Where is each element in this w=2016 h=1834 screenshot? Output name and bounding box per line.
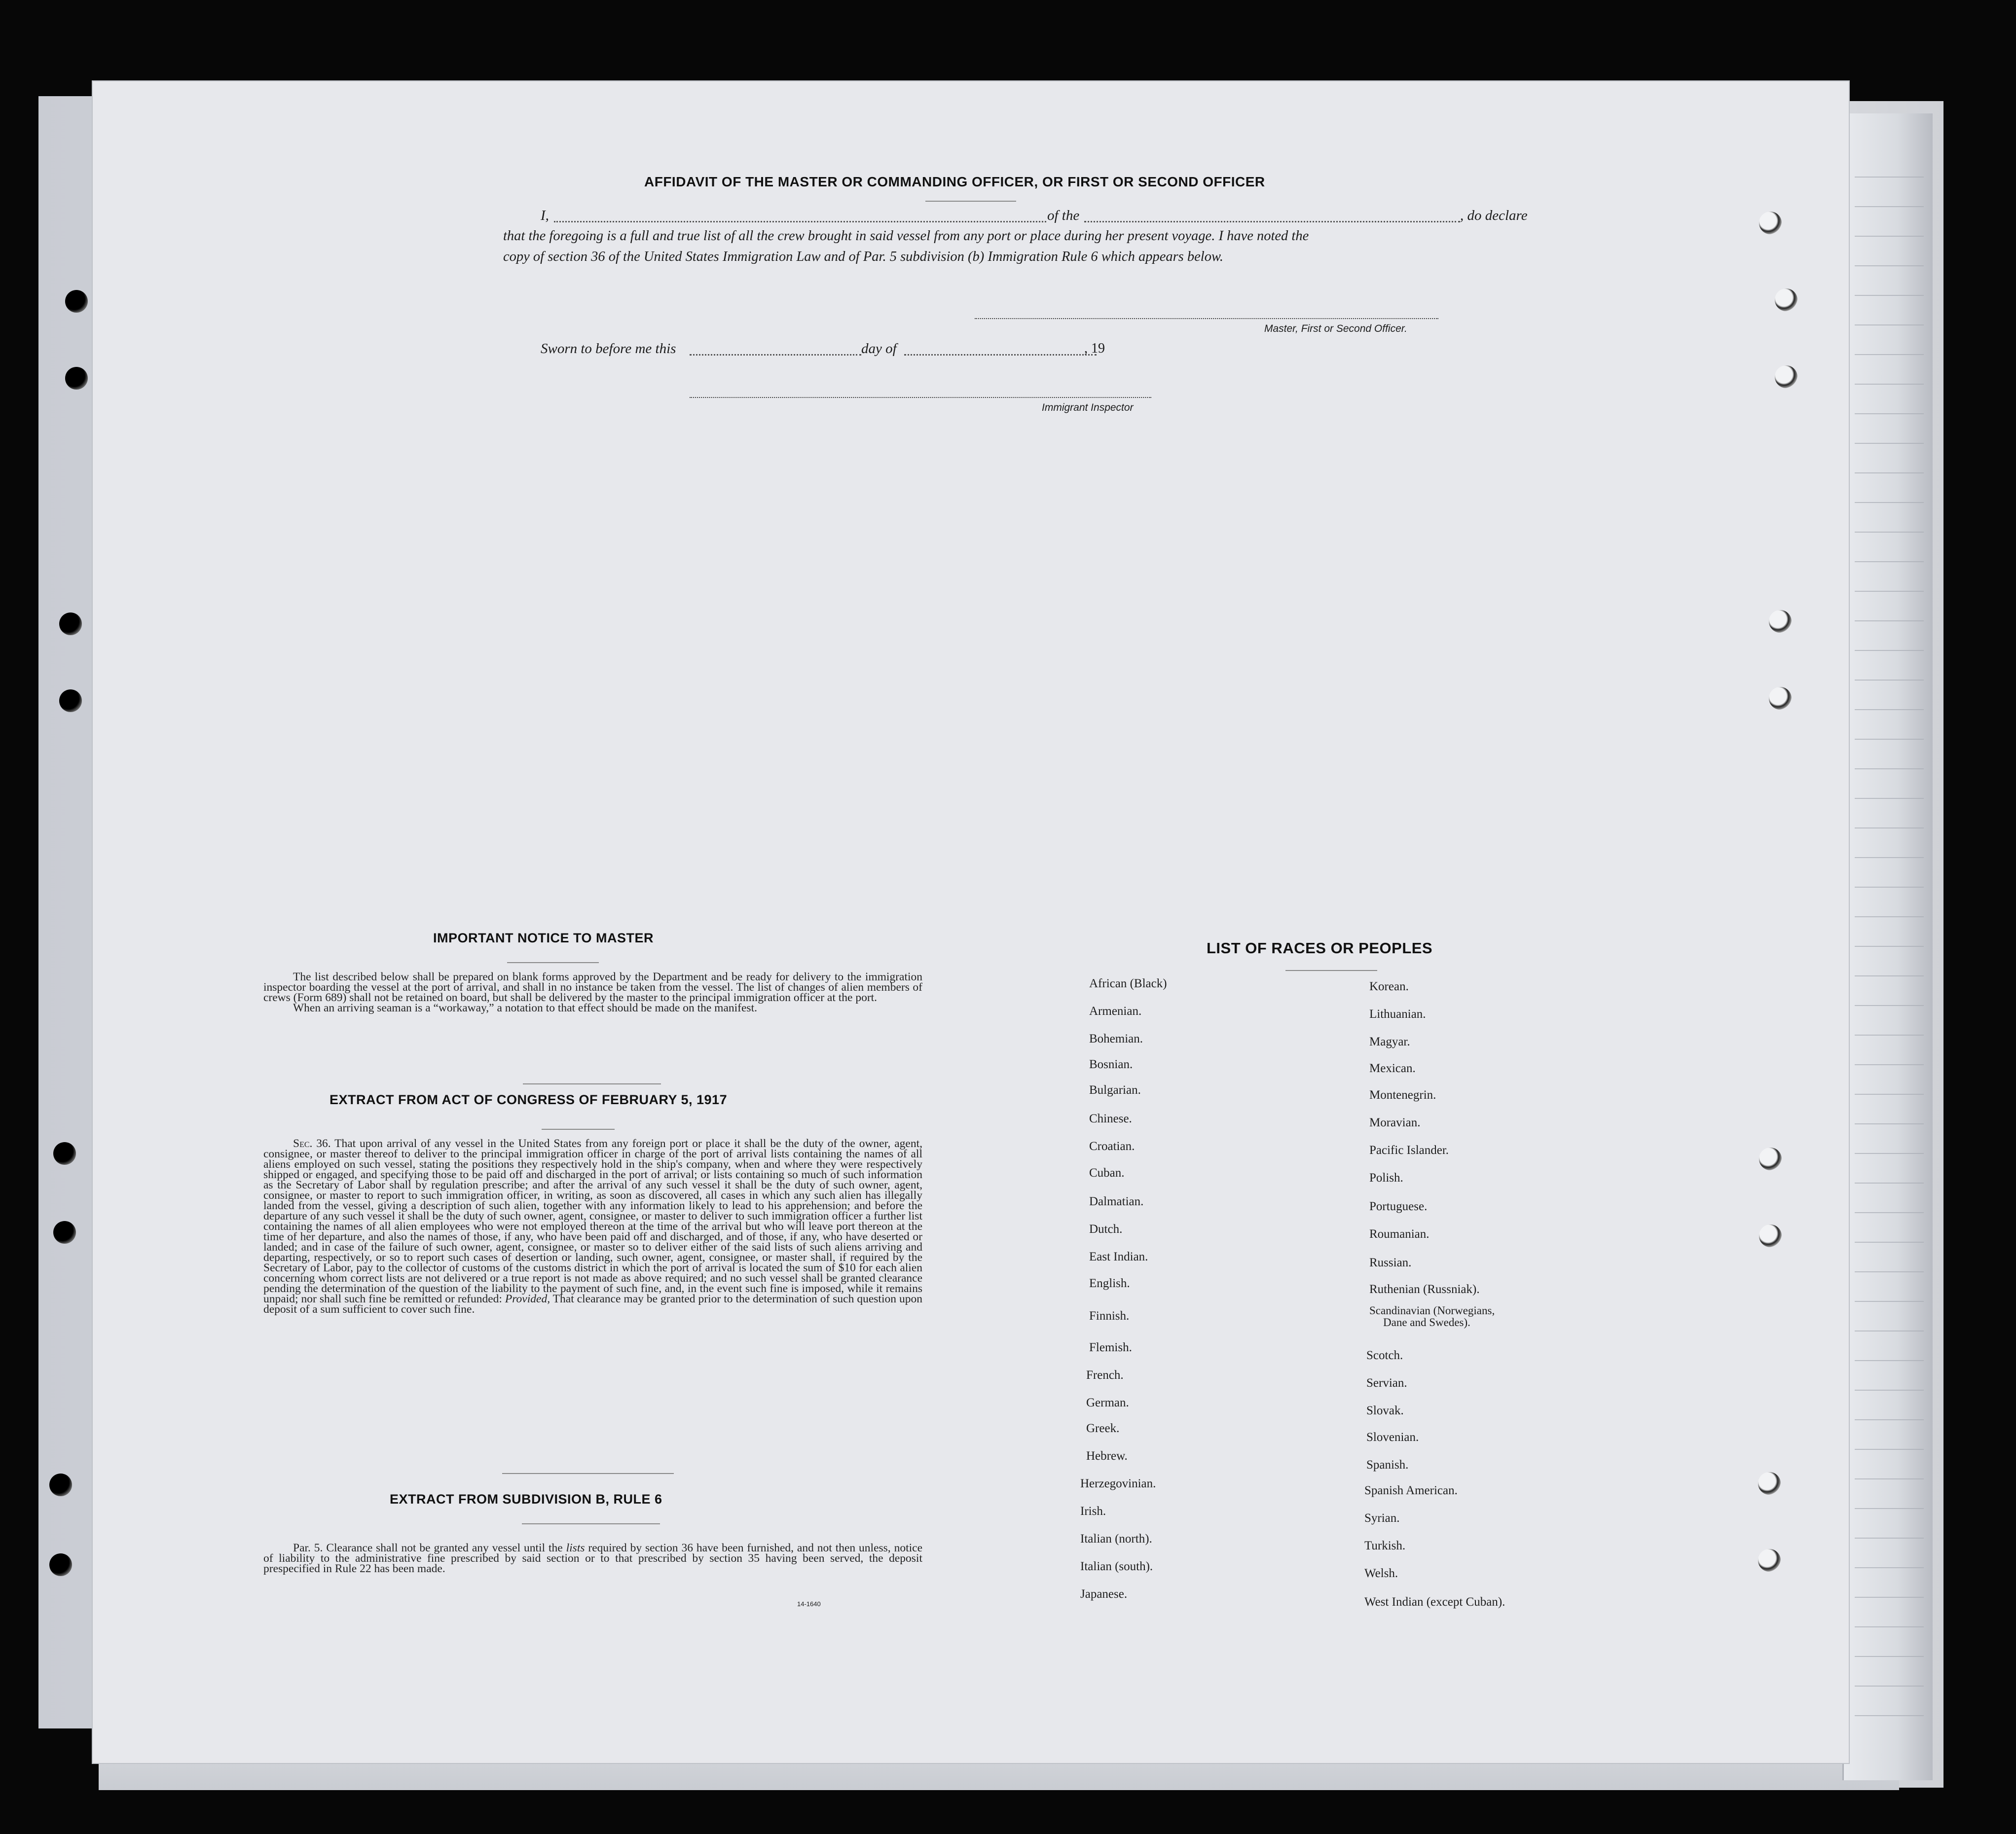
race-item: Russian. [1369,1256,1412,1269]
race-item: Bohemian. [1089,1032,1143,1045]
race-item: Dalmatian. [1089,1195,1144,1208]
race-item: Spanish American. [1364,1484,1458,1497]
sworn-month-blank [904,354,1097,356]
race-item: Hebrew. [1086,1449,1128,1463]
notice-text [263,972,922,1013]
punch-hole [53,1142,76,1165]
extract-act-text [263,1139,922,1315]
day-of-label: day of [861,341,897,357]
punch-hole [49,1474,72,1496]
race-item: Bulgarian. [1089,1083,1141,1097]
notice-paragraph-2: When an arriving seaman is a “workaway,” a notation to that effect should be made on the manifest. [293,1002,757,1014]
rule-text-a: Par. 5. Clearance shall not be granted any vessel until the [293,1542,566,1554]
punch-hole [1759,1224,1782,1247]
races-divider [1285,970,1377,971]
race-item: Italian (south). [1080,1560,1153,1573]
ledger-ruled-lines [1855,148,1924,1726]
race-item: Japanese. [1080,1587,1128,1601]
affidavit-title: AFFIDAVIT OF THE MASTER OR COMMANDING OFFICER, OR FIRST OR SECOND OFFICER [644,174,1265,189]
race-item: Scandinavian (Norwegians, [1369,1304,1495,1317]
section-36-end: That clearance may be granted prior to the determination of such question upon deposit of a sum sufficient to cover such fine. [263,1293,922,1316]
race-item: Lithuanian. [1369,1007,1426,1021]
name-blank [554,221,1046,222]
punch-hole [59,689,82,712]
sworn-label: Sworn to before me this [541,341,676,357]
race-item: Slovak. [1366,1404,1404,1417]
extract-rule-divider [522,1523,660,1524]
race-item: Dutch. [1089,1223,1123,1236]
punch-hole [1775,288,1797,311]
punch-hole [59,612,82,635]
extract-act-title: EXTRACT FROM ACT OF CONGRESS OF FEBRUARY 5, 1917 [330,1092,728,1107]
extract-rule-text [263,1543,922,1574]
document-page [93,81,1849,1763]
races-title: LIST OF RACES OR PEOPLES [1207,939,1433,957]
title-divider [925,201,1016,202]
race-item: English. [1089,1277,1130,1290]
race-item: Roumanian. [1369,1227,1430,1241]
race-item: African (Black) [1089,977,1167,990]
sworn-day-blank [690,354,861,356]
punch-hole [49,1553,72,1576]
notice-divider [507,962,599,963]
race-item: Mexican. [1369,1062,1416,1075]
affidavit-i-label: I, [541,208,549,223]
race-item: Irish. [1080,1505,1106,1518]
extract-rule-title: EXTRACT FROM SUBDIVISION B, RULE 6 [390,1492,662,1507]
section-label: Sec. 36. [293,1137,331,1150]
race-item: Korean. [1369,980,1409,993]
race-item: Pacific Islander. [1369,1144,1449,1157]
race-item: Italian (north). [1080,1532,1152,1546]
punch-hole [1759,212,1782,234]
race-item: Croatian. [1089,1140,1135,1153]
inspector-label: Immigrant Inspector [1042,402,1134,413]
year-label: , 19 [1084,341,1105,356]
affidavit-line-2: that the foregoing is a full and true list of all the crew brought in said vessel from any port or place during her present voyage. I have noted the [503,228,1309,244]
race-item: Syrian. [1364,1511,1400,1525]
race-item: Spanish. [1366,1458,1409,1472]
punch-hole [1775,365,1797,388]
race-item: Moravian. [1369,1116,1421,1129]
inspector-signature-line [690,397,1151,398]
punch-hole [1758,1549,1781,1572]
affidavit-declare-label: , do declare [1460,208,1528,223]
race-item: Cuban. [1089,1166,1125,1180]
master-signature-label: Master, First or Second Officer. [1264,323,1407,334]
vessel-blank [1084,221,1460,222]
race-item: Slovenian. [1366,1431,1419,1444]
notice-end-divider [523,1083,661,1084]
punch-hole [1769,610,1792,633]
race-item: West Indian (except Cuban). [1364,1595,1505,1609]
race-item: Portuguese. [1369,1200,1428,1213]
race-item: Turkish. [1364,1539,1406,1552]
rule-text-lists: lists [566,1542,585,1554]
rule-text-b: required by section 36 have been furnished, and not then unless, notice of liability to the administrative fine prescribed by said section or to that prescribed by section 35 having been served, the deposit prespecified in Rule 22 has been made. [263,1542,922,1575]
provided-word: Provided, [505,1293,550,1305]
race-item: Montenegrin. [1369,1088,1436,1102]
race-item: Scotch. [1366,1349,1403,1362]
punch-hole [1759,1148,1782,1170]
punch-hole [53,1221,76,1244]
form-number: 14-1640 [797,1600,821,1608]
race-item: Servian. [1366,1376,1407,1390]
notice-paragraph-1: The list described below shall be prepared on blank forms approved by the Department and be ready for delivery to the immigration inspector boarding the vessel at the port of arrival, and shall in no instance be taken from the vessel. The list of changes of alien members of crews (Form 689) shall not be retained on board, but shall be delivered by the master to the principal immigration officer at the port. [263,971,922,1004]
extract-act-divider [542,1129,615,1130]
race-item: Chinese. [1089,1112,1132,1125]
race-item: Flemish. [1089,1341,1132,1354]
affidavit-line-3: copy of section 36 of the United States Immigration Law and of Par. 5 subdivision (b) Immigration Rule 6 which appears below. [503,249,1223,264]
race-item: Dane and Swedes). [1383,1316,1470,1329]
race-item: Armenian. [1089,1005,1142,1018]
race-item: Finnish. [1089,1309,1130,1323]
punch-hole [1758,1472,1781,1495]
punch-hole [65,290,88,313]
race-item: Ruthenian (Russniak). [1369,1283,1480,1296]
race-item: Welsh. [1364,1567,1398,1580]
punch-hole [1769,687,1792,710]
section-36-body: That upon arrival of any vessel in the United States from any foreign port or place it shall be the duty of the owner, agent, consignee, or master thereof to deliver to the principal immigration officer in charge of the port of arrival lists containing the names of all aliens employed on such vessel, stating the positions they respectively hold in the ship's company, when and where they were respectively shipped or engaged, and specifying those to be paid off and discharged in the port of arrival; or lists containing so much of such information as the Secretary of Labor shall by regulation prescribe; and after the arrival of any such vessel it shall be the duty of such owner, agent, consignee, or master to report to such immigration officer, in writing, as soon as discovered, all cases in which any such alien has illegally landed from the vessel, giving a description of such alien, together with any information likely to lead to his apprehension; and before the departure of any such vessel it shall be the duty of such owner, agent, consignee, or master to deliver to such immigration officer a further list containing the names of all alien employees who were not employed thereon at the time of the arrival but who will leave port thereon at the time of her departure, and also the names of those, if any, who have been paid off and discharged, and of those, if any, who have deserted or landed; and in case of the failure of such owner, agent, consignee, or master so to deliver either of the said lists of such aliens arriving and departing, respectively, or so to report such cases of desertion or landing, such owner, agent, consignee, or master shall, if required by the Secretary of Labor, pay to the collector of customs of the customs district in which the port of arrival is located the sum of $10 for each alien concerning whom correct lists are not delivered or a true report is not made as above required; and no such vessel shall be granted clearance pending the determination of the question of the liability to the payment of such fine, and, in the event such fine is imposed, while it remains unpaid; nor shall such fine be remitted or refunded: [263,1137,922,1305]
race-item: East Indian. [1089,1250,1148,1263]
punch-hole [65,367,88,390]
race-item: German. [1086,1396,1129,1409]
race-item: Greek. [1086,1422,1120,1435]
race-item: Polish. [1369,1171,1403,1185]
master-signature-line [975,318,1438,319]
notice-title: IMPORTANT NOTICE TO MASTER [433,931,654,945]
affidavit-of-the-label: of the [1047,208,1080,223]
extract-act-end-divider [502,1473,674,1474]
race-item: Herzegovinian. [1080,1477,1156,1490]
race-item: Bosnian. [1089,1058,1133,1071]
race-item: Magyar. [1369,1035,1410,1048]
race-item: French. [1086,1368,1124,1382]
